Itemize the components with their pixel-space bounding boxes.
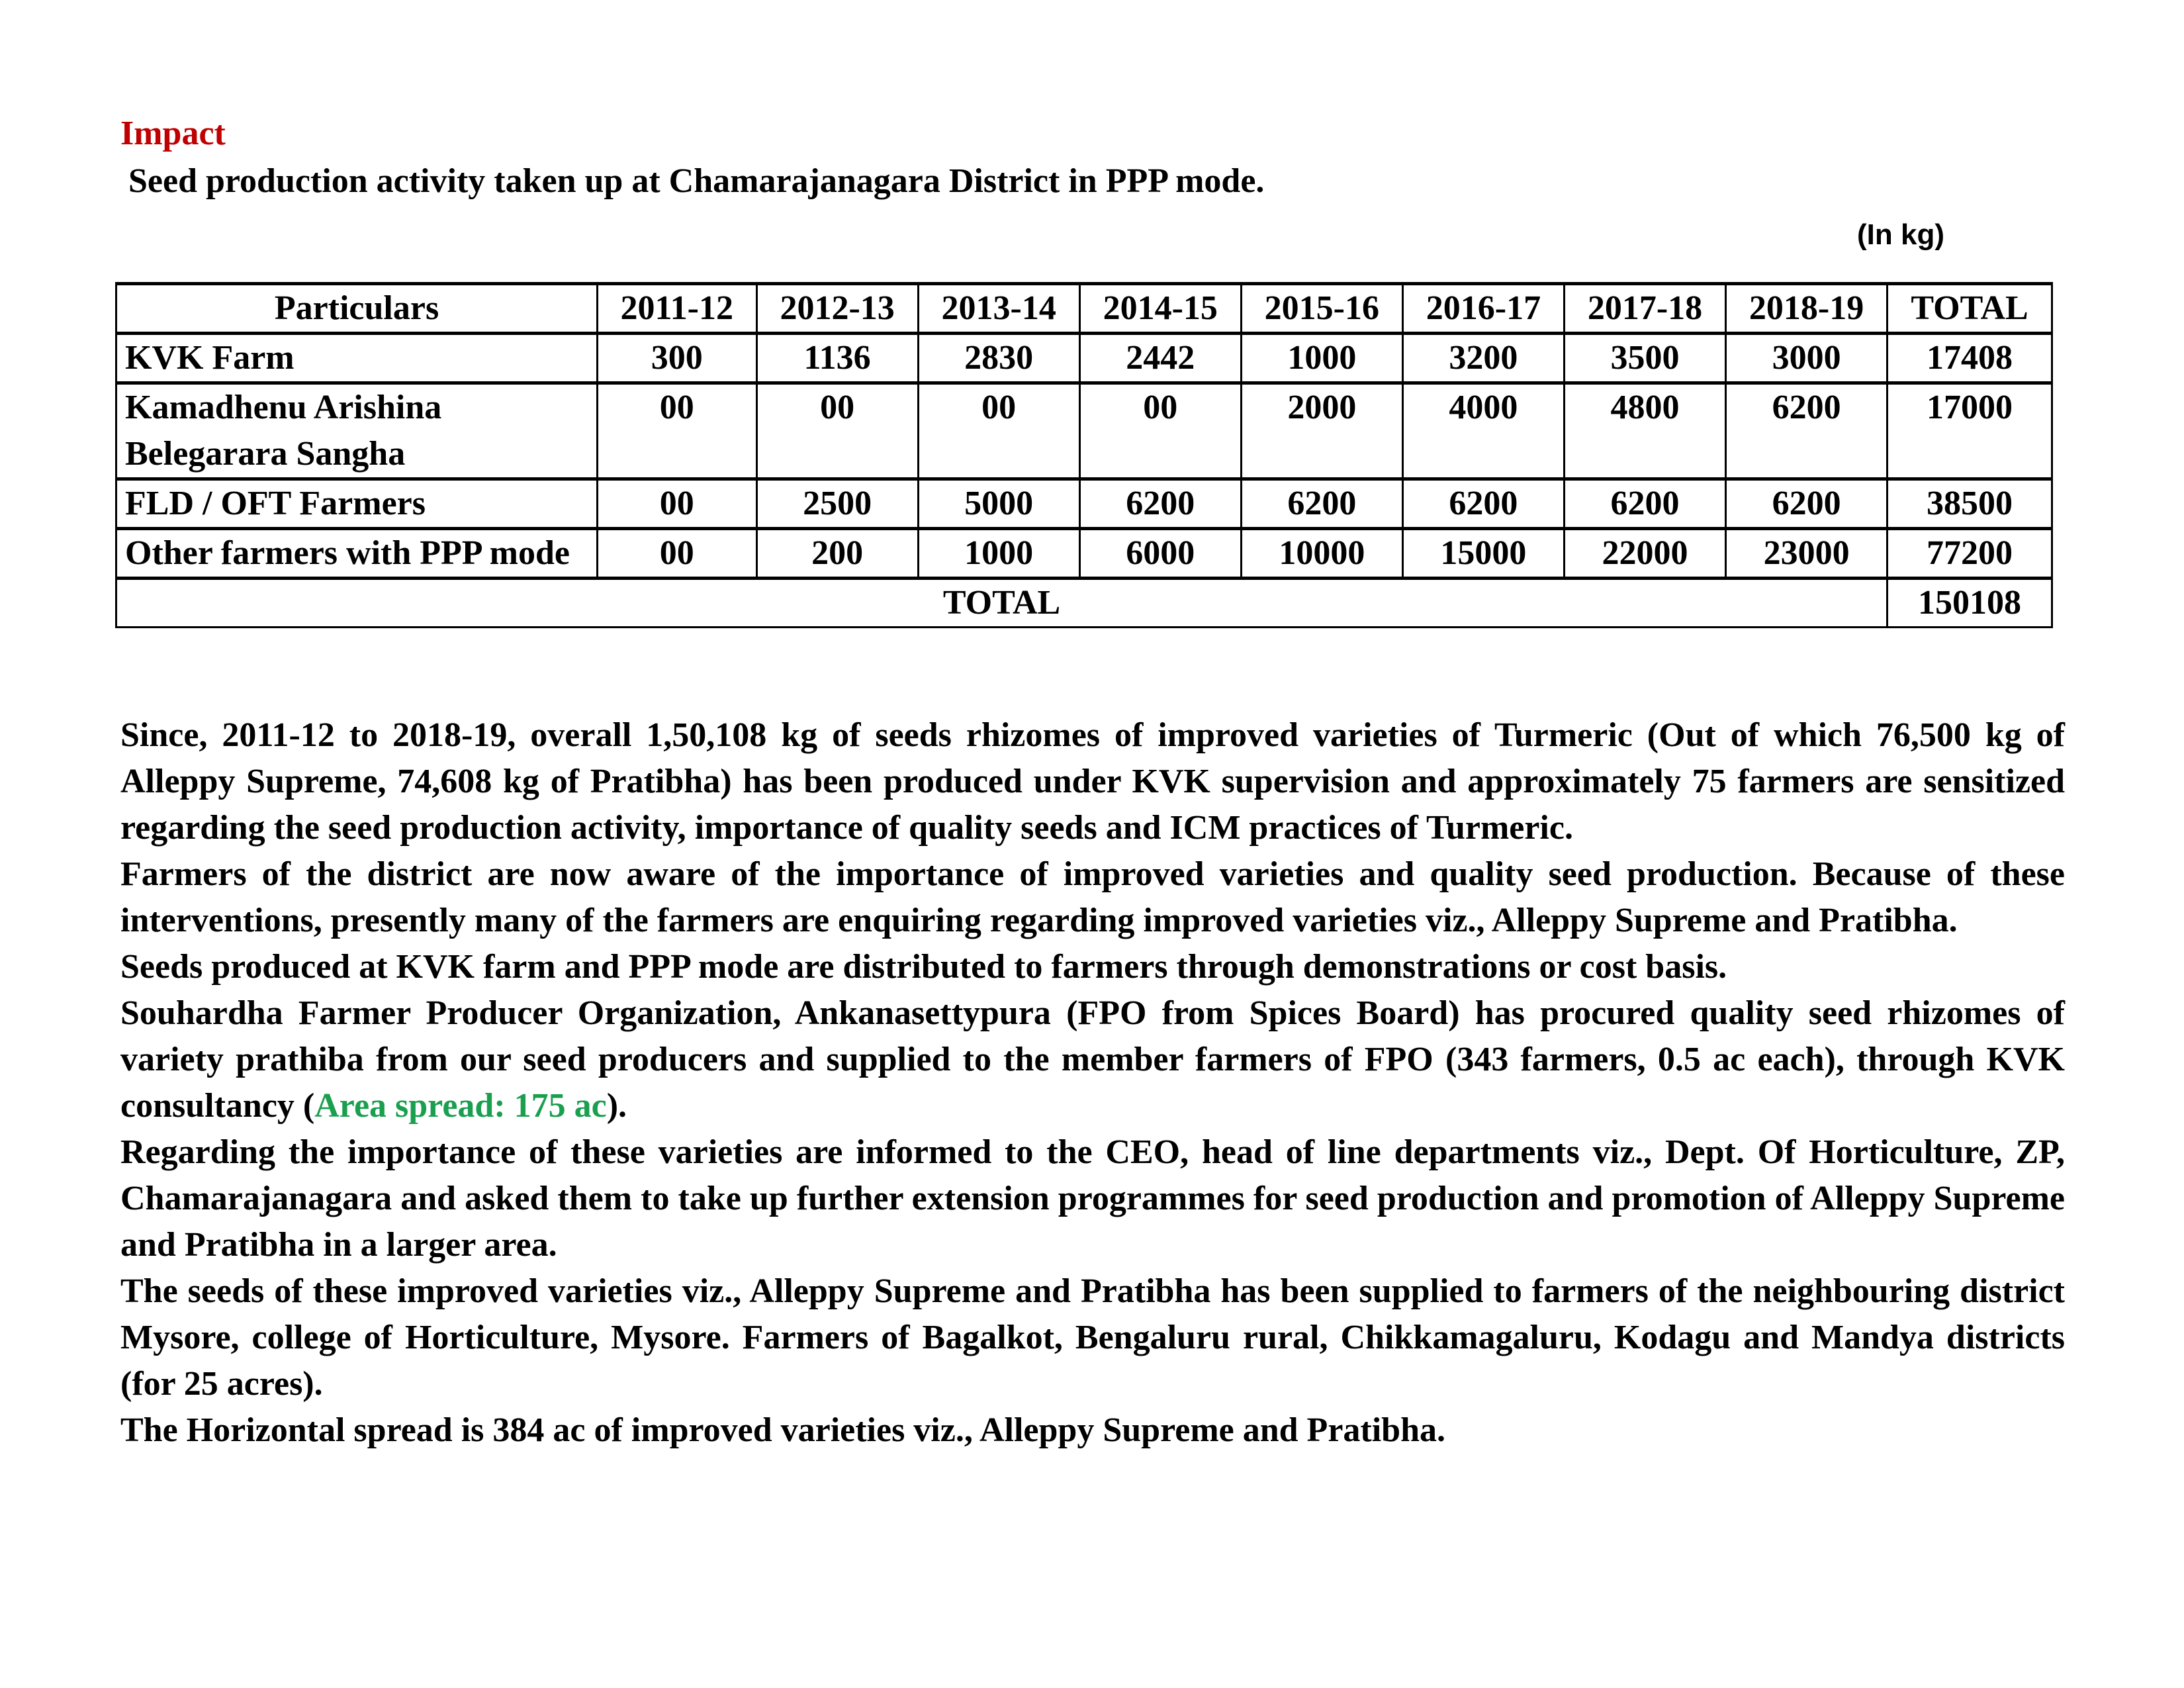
seed-production-table xyxy=(115,282,2053,628)
table-cell: 2830 xyxy=(918,334,1079,383)
column-header: 2017-18 xyxy=(1564,284,1725,334)
table-cell: 6200 xyxy=(1079,479,1241,529)
row-total-cell: 38500 xyxy=(1888,479,2052,529)
row-total-cell: 17000 xyxy=(1888,383,2052,479)
row-total-cell: 77200 xyxy=(1888,529,2052,579)
table-cell: 6200 xyxy=(1241,479,1402,529)
table-cell: 10000 xyxy=(1241,529,1402,579)
impact-description xyxy=(120,712,2065,1454)
table-cell: 00 xyxy=(598,479,757,529)
paragraph-fpo-procurement xyxy=(120,990,2065,1129)
table-header-row xyxy=(116,284,2052,334)
table-row xyxy=(116,383,2052,479)
grand-total-row xyxy=(116,579,2052,628)
table-cell: 6200 xyxy=(1402,479,1564,529)
unit-label: (In kg) xyxy=(1857,218,1944,251)
column-header: TOTAL xyxy=(1888,284,2052,334)
table-cell: 15000 xyxy=(1402,529,1564,579)
table-cell: 00 xyxy=(598,529,757,579)
table-cell: 1136 xyxy=(756,334,918,383)
table-row xyxy=(116,479,2052,529)
row-label: KVK Farm xyxy=(116,334,598,383)
paragraph-production-summary: Since, 2011-12 to 2018-19, overall 1,50,108 kg of seeds rhizomes of improved varieties of Turmeric (Out of which 76,500 kg of Alleppy Supreme, 74,608 kg of Pratibha) has been produced under KVK supervision and approximately 75 farmers are sensitized regarding the seed production activity, importance of quality seeds and ICM practices of Turmeric. xyxy=(120,716,2065,847)
table-row xyxy=(116,334,2052,383)
table-cell: 6200 xyxy=(1726,479,1888,529)
table-cell: 200 xyxy=(756,529,918,579)
paragraph-farmer-awareness: Farmers of the district are now aware of the importance of improved varieties and quality seed production. Because of these interventions, presently many of the farmers are enquiring regarding improved varieties viz., Alleppy Supreme and Pratibha. xyxy=(120,855,2065,939)
table-cell: 2500 xyxy=(756,479,918,529)
fpo-text-end: ). xyxy=(606,1087,627,1125)
column-header: 2013-14 xyxy=(918,284,1079,334)
grand-total-value: 150108 xyxy=(1888,579,2052,628)
paragraph-line-departments: Regarding the importance of these varieties are informed to the CEO, head of line departments viz., Dept. Of Horticulture, ZP, Chamarajanagara and asked them to take up further extension programmes for seed production and promotion of Alleppy Supreme and Pratibha in a larger area. xyxy=(120,1133,2065,1264)
paragraph-neighbouring-supply: The seeds of these improved varieties viz., Alleppy Supreme and Pratibha has been supplied to farmers of the neighbouring district Mysore, college of Horticulture, Mysore. Farmers of Bagalkot, Bengaluru rural, Chikkamagaluru, Kodagu and Mandya districts (for 25 acres). xyxy=(120,1272,2065,1403)
area-spread-highlight: Area spread: 175 ac xyxy=(314,1087,607,1125)
paragraph-seed-distribution: Seeds produced at KVK farm and PPP mode are distributed to farmers through demonstrations or cost basis. xyxy=(120,948,1727,986)
table-cell: 00 xyxy=(918,383,1079,479)
column-header: Particulars xyxy=(116,284,598,334)
column-header: 2012-13 xyxy=(756,284,918,334)
row-total-cell: 17408 xyxy=(1888,334,2052,383)
column-header: 2015-16 xyxy=(1241,284,1402,334)
column-header: 2011-12 xyxy=(598,284,757,334)
table-cell: 22000 xyxy=(1564,529,1725,579)
table-row xyxy=(116,529,2052,579)
row-label: FLD / OFT Farmers xyxy=(116,479,598,529)
column-header: 2018-19 xyxy=(1726,284,1888,334)
section-subheading: Seed production activity taken up at Chamarajanagara District in PPP mode. xyxy=(128,162,1265,200)
table-cell: 3200 xyxy=(1402,334,1564,383)
table-cell: 1000 xyxy=(918,529,1079,579)
table-cell: 1000 xyxy=(1241,334,1402,383)
table-cell: 6200 xyxy=(1726,383,1888,479)
table-cell: 5000 xyxy=(918,479,1079,529)
paragraph-horizontal-spread: The Horizontal spread is 384 ac of improved varieties viz., Alleppy Supreme and Pratibha. xyxy=(120,1411,1445,1449)
fpo-text: Souhardha Farmer Producer Organization, Ankanasettypura (FPO from Spices Board) has procured quality seed rhizomes of variety prathiba from our seed producers and supplied to the member farmers of FPO (343 farmers, 0.5 ac each), through KVK consultancy ( xyxy=(120,994,2065,1125)
table-cell: 00 xyxy=(756,383,918,479)
section-heading: Impact xyxy=(120,115,226,152)
column-header: 2014-15 xyxy=(1079,284,1241,334)
row-label: Kamadhenu Arishina Belegarara Sangha xyxy=(116,383,598,479)
table-cell: 4800 xyxy=(1564,383,1725,479)
table-cell: 00 xyxy=(598,383,757,479)
table-cell: 2442 xyxy=(1079,334,1241,383)
table-cell: 3000 xyxy=(1726,334,1888,383)
row-label: Other farmers with PPP mode xyxy=(116,529,598,579)
column-header: 2016-17 xyxy=(1402,284,1564,334)
table-cell: 4000 xyxy=(1402,383,1564,479)
table-cell: 300 xyxy=(598,334,757,383)
table-cell: 2000 xyxy=(1241,383,1402,479)
table-cell: 6200 xyxy=(1564,479,1725,529)
table-cell: 23000 xyxy=(1726,529,1888,579)
table-cell: 3500 xyxy=(1564,334,1725,383)
table-cell: 6000 xyxy=(1079,529,1241,579)
table-cell: 00 xyxy=(1079,383,1241,479)
grand-total-label: TOTAL xyxy=(116,579,1888,628)
